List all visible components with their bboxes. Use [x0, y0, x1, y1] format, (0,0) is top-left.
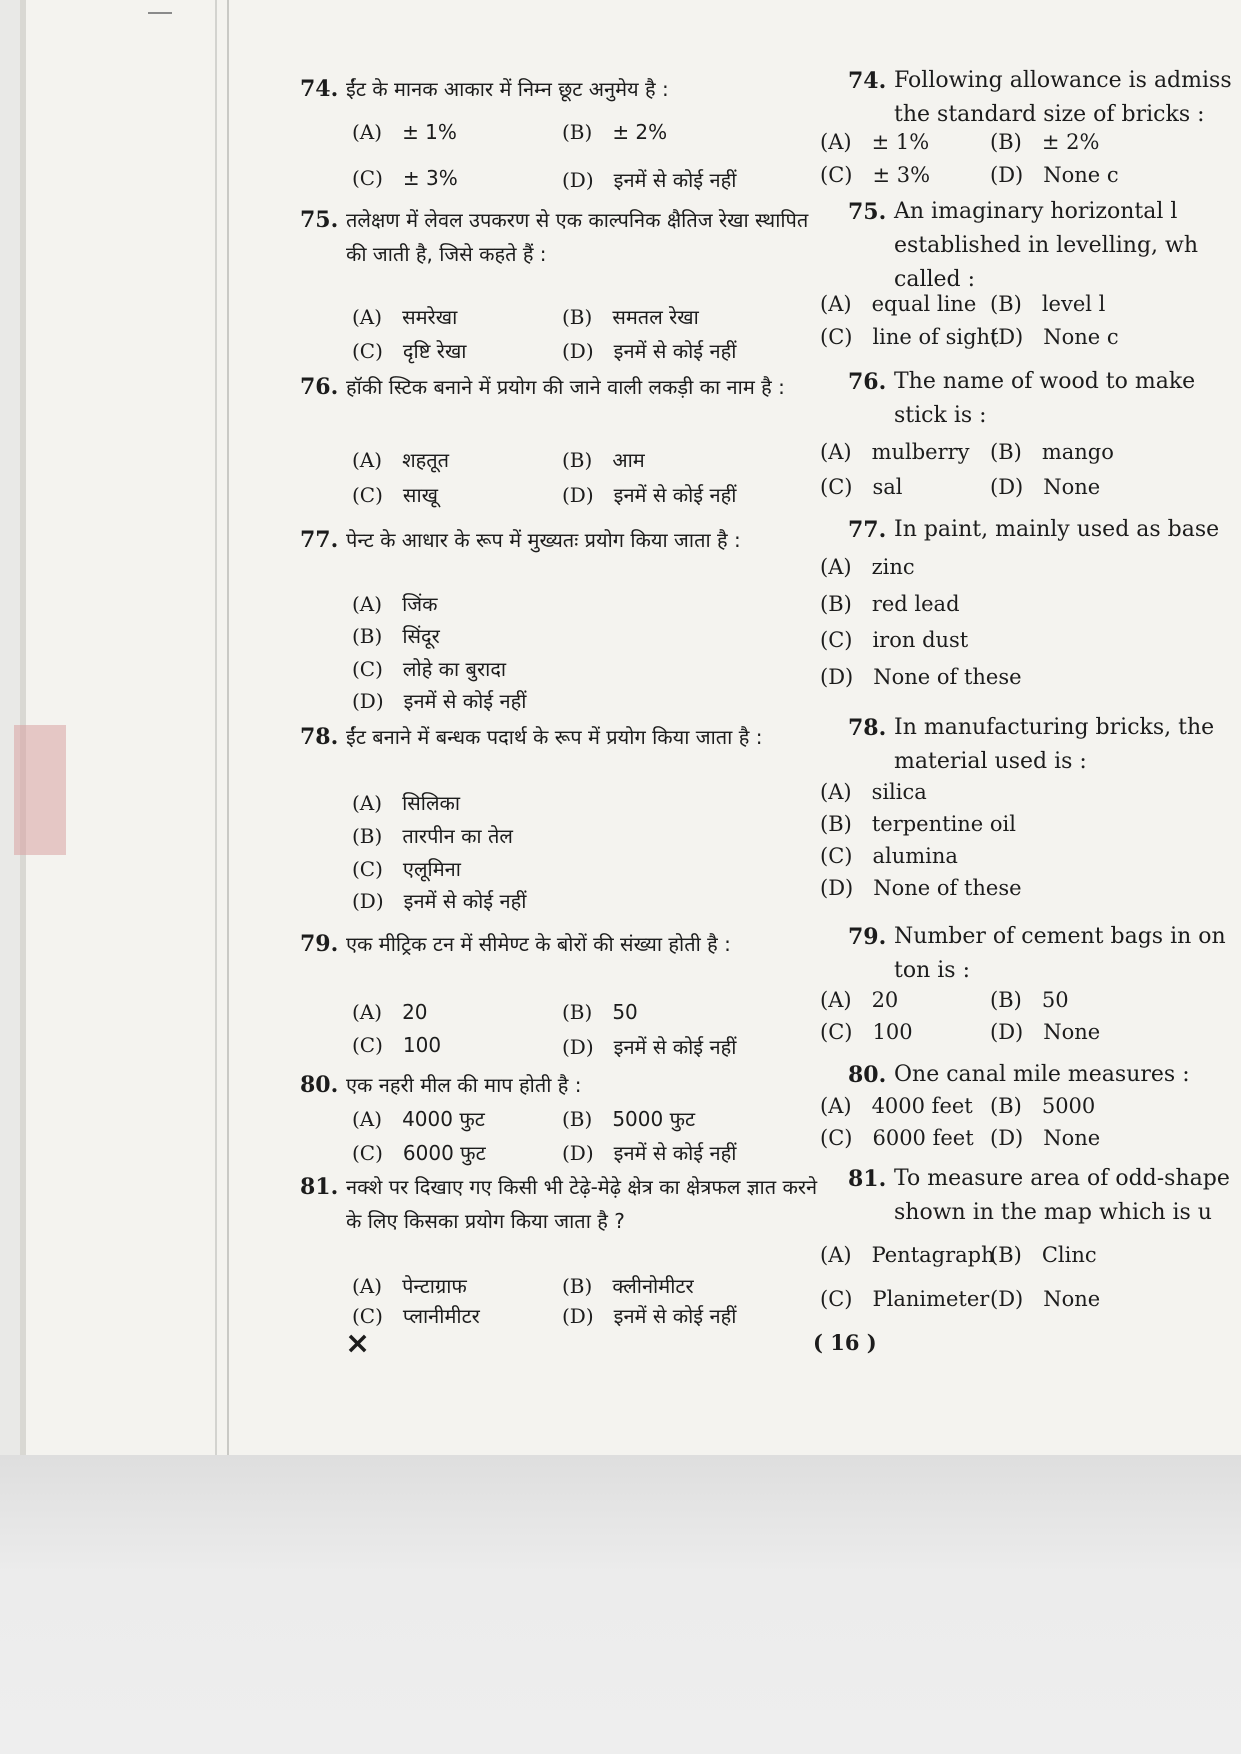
hindi-option-text: जिंक: [402, 592, 438, 616]
hindi-option-label: (C): [352, 657, 383, 681]
hindi-option-text: शहतूत: [402, 448, 450, 472]
hindi-option-label: (C): [352, 1033, 383, 1057]
english-option-text: red lead: [871, 592, 960, 616]
hindi-option: [352, 337, 466, 364]
english-option-text: 20: [871, 988, 899, 1012]
red-tab-mark: [14, 725, 66, 855]
english-option-label: (D): [990, 1287, 1024, 1311]
hindi-option: [352, 1272, 467, 1299]
english-option-label: (A): [820, 1094, 852, 1118]
english-option: [990, 1020, 1100, 1044]
hindi-question-number: 75.: [300, 207, 339, 233]
hindi-option-label: (A): [352, 1000, 383, 1024]
hindi-option-label: (D): [562, 483, 594, 507]
english-option: [820, 844, 958, 868]
english-option-label: (A): [820, 555, 852, 579]
hindi-option-label: (A): [352, 1107, 383, 1131]
hindi-option-text: सिंदूर: [402, 624, 440, 648]
english-question-text: Following allowance is admiss the standard size of bricks :: [894, 68, 1232, 127]
english-option-label: (D): [820, 876, 854, 900]
english-option: [990, 325, 1119, 349]
hindi-option-text: क्लीनोमीटर: [612, 1274, 694, 1298]
english-option-text: None: [1043, 1020, 1101, 1044]
english-option-text: Planimeter: [872, 1287, 990, 1311]
english-option-label: (A): [820, 780, 852, 804]
hindi-option: [352, 822, 513, 849]
english-question-number: 80.: [848, 1062, 887, 1088]
english-option: [820, 876, 1022, 900]
english-option: [820, 665, 1022, 689]
hindi-option-label: (C): [352, 857, 383, 881]
english-question-text: Number of cement bags in on ton is :: [894, 924, 1226, 983]
hindi-question-number: 79.: [300, 931, 339, 957]
english-option-text: zinc: [871, 555, 915, 579]
english-option: [820, 988, 898, 1012]
hindi-option-label: (D): [562, 339, 594, 363]
english-option-label: (A): [820, 440, 852, 464]
hindi-option-label: (A): [352, 791, 383, 815]
hindi-option-label: (D): [352, 889, 384, 913]
english-option-label: (C): [820, 1126, 853, 1150]
english-option: [820, 1243, 995, 1267]
hindi-option-label: (B): [562, 1274, 593, 1298]
hindi-option: [562, 337, 736, 364]
english-option-label: (C): [820, 628, 853, 652]
hindi-option-label: (B): [562, 1107, 593, 1131]
english-option-text: iron dust: [872, 628, 969, 652]
english-option-text: None c: [1043, 163, 1119, 187]
english-option-text: line of sight: [872, 325, 999, 349]
english-option: [990, 1287, 1100, 1311]
english-option: [820, 1094, 973, 1118]
english-option-label: (C): [820, 1020, 853, 1044]
hindi-option-label: (A): [352, 120, 383, 144]
hindi-option-label: (B): [352, 624, 383, 648]
hindi-option-text: एलूमिना: [402, 857, 461, 881]
cross-mark: ×: [345, 1326, 371, 1361]
english-question-number: 74.: [848, 68, 887, 94]
english-option: [820, 440, 970, 464]
english-option-text: ± 1%: [871, 130, 930, 154]
english-option-label: (D): [820, 665, 854, 689]
english-option-label: (A): [820, 130, 852, 154]
hindi-option: [352, 1033, 441, 1057]
hindi-option: [352, 1302, 480, 1329]
english-option: [820, 628, 968, 652]
english-option: [820, 780, 927, 804]
hindi-option: [352, 1000, 428, 1024]
english-option-text: Pentagraph: [871, 1243, 995, 1267]
hindi-question-text: ईंट के मानक आकार में निम्न छूट अनुमेय है :: [346, 77, 669, 101]
hindi-option: [562, 446, 645, 473]
english-option-text: Clinc: [1041, 1243, 1097, 1267]
hindi-option: [352, 622, 440, 649]
english-option-text: None: [1043, 475, 1101, 499]
hindi-option-text: सिलिका: [402, 791, 461, 815]
hindi-option-text: साखू: [402, 483, 438, 507]
hindi-option-text: 5000 फुट: [612, 1107, 696, 1131]
english-option-label: (B): [990, 1094, 1022, 1118]
hindi-option: [352, 789, 460, 816]
hindi-option-label: (B): [562, 448, 593, 472]
binding-fold-line: [227, 0, 229, 1580]
english-option-text: None c: [1043, 325, 1119, 349]
hindi-question-number: 77.: [300, 527, 339, 553]
hindi-option-text: इनमें से कोई नहीं: [613, 339, 737, 363]
english-option: [820, 592, 960, 616]
hindi-question-number: 80.: [300, 1072, 339, 1098]
hindi-question-number: 78.: [300, 724, 339, 750]
english-option-text: 6000 feet: [872, 1126, 974, 1150]
hindi-option: [352, 120, 457, 144]
hindi-question-text: नक्शे पर दिखाए गए किसी भी टेढ़े-मेढ़े क्षेत्र का क्षेत्रफल ज्ञात करने के लिए किसका प्रयोग किया जाता है ?: [346, 1175, 818, 1233]
english-option-text: 5000: [1041, 1094, 1096, 1118]
hindi-option: [352, 446, 449, 473]
english-option-text: None of these: [873, 665, 1022, 689]
hindi-option: [562, 166, 736, 193]
english-option: [820, 130, 929, 154]
english-option-label: (A): [820, 1243, 852, 1267]
hindi-option-text: इनमें से कोई नहीं: [613, 1035, 737, 1059]
hindi-option-text: इनमें से कोई नहीं: [613, 483, 737, 507]
english-option-label: (B): [990, 292, 1022, 316]
english-option-label: (D): [990, 475, 1024, 499]
english-option-text: mango: [1041, 440, 1114, 464]
hindi-question-number: 81.: [300, 1174, 339, 1200]
english-option: [990, 440, 1114, 464]
english-option: [820, 325, 999, 349]
hindi-option-label: (D): [562, 168, 594, 192]
english-option-label: (C): [820, 475, 853, 499]
english-option-text: None: [1043, 1126, 1101, 1150]
hindi-option-label: (D): [562, 1035, 594, 1059]
hindi-option-label: (B): [562, 120, 593, 144]
english-option-text: alumina: [872, 844, 958, 868]
english-question-text: To measure area of odd-shape shown in the map which is u: [894, 1166, 1230, 1225]
hindi-option-text: लोहे का बुरादा: [402, 657, 507, 681]
hindi-option-text: ± 2%: [612, 120, 668, 144]
hindi-option: [562, 1272, 694, 1299]
english-option-label: (D): [990, 1020, 1024, 1044]
hindi-option-label: (B): [562, 1000, 593, 1024]
english-option-text: level l: [1041, 292, 1106, 316]
hindi-option-label: (C): [352, 166, 383, 190]
english-option: [990, 163, 1119, 187]
english-option: [820, 555, 915, 579]
english-question-text: An imaginary horizontal l established in levelling, wh called :: [894, 199, 1199, 292]
hindi-question-text: तलेक्षण में लेवल उपकरण से एक काल्पनिक क्षैतिज रेखा स्थापित की जाती है, जिसे कहते हैं :: [346, 208, 809, 266]
english-option-label: (B): [820, 592, 852, 616]
english-option-label: (C): [820, 1287, 853, 1311]
hindi-option-text: 4000 फुट: [402, 1107, 485, 1131]
hindi-option-text: 20: [402, 1000, 428, 1024]
english-option-label: (A): [820, 292, 852, 316]
hindi-option-label: (B): [352, 824, 383, 848]
english-question-number: 78.: [848, 715, 887, 741]
english-question-text: The name of wood to make stick is :: [894, 369, 1196, 428]
hindi-option-text: ± 3%: [402, 166, 458, 190]
hindi-question-text: पेन्ट के आधार के रूप में मुख्यतः प्रयोग किया जाता है :: [346, 528, 741, 552]
hindi-option: [352, 590, 437, 617]
hindi-option-text: इनमें से कोई नहीं: [613, 1304, 737, 1328]
hindi-option-text: तारपीन का तेल: [402, 824, 513, 848]
hindi-option-label: (C): [352, 339, 383, 363]
english-option-label: (B): [990, 988, 1022, 1012]
hindi-option: [562, 1302, 736, 1329]
hindi-option-label: (C): [352, 1141, 383, 1165]
english-option-text: equal line: [871, 292, 977, 316]
english-option-label: (B): [990, 440, 1022, 464]
hindi-question-text: ईंट बनाने में बन्धक पदार्थ के रूप में प्रयोग किया जाता है :: [346, 725, 763, 749]
english-option: [820, 1126, 974, 1150]
hindi-option-label: (A): [352, 1274, 383, 1298]
english-option: [820, 292, 976, 316]
scan-bottom-margin: [0, 1455, 1241, 1754]
english-option: [990, 292, 1105, 316]
english-option-label: (C): [820, 325, 853, 349]
english-option-label: (A): [820, 988, 852, 1012]
english-option-label: (B): [990, 130, 1022, 154]
english-option-label: (D): [990, 1126, 1024, 1150]
hindi-option-label: (A): [352, 592, 383, 616]
english-option-label: (B): [820, 812, 852, 836]
english-option: [820, 475, 902, 499]
hindi-option-text: इनमें से कोई नहीं: [403, 689, 527, 713]
english-option-label: (D): [990, 163, 1024, 187]
hindi-option-label: (B): [562, 305, 593, 329]
page-number: ( 16 ): [813, 1330, 877, 1355]
hindi-option-text: दृष्टि रेखा: [402, 339, 467, 363]
hindi-option: [352, 1105, 485, 1132]
hindi-option-text: समरेखा: [402, 305, 458, 329]
hindi-question-number: 74.: [300, 76, 339, 102]
hindi-option: [352, 655, 506, 682]
english-option: [990, 1094, 1095, 1118]
english-option-label: (B): [990, 1243, 1022, 1267]
english-option: [990, 1126, 1100, 1150]
hindi-option-text: पेन्टाग्राफ: [402, 1274, 467, 1298]
hindi-option-label: (D): [562, 1304, 594, 1328]
hindi-option: [352, 1139, 486, 1166]
hindi-option-label: (C): [352, 1304, 383, 1328]
english-option: [820, 1020, 913, 1044]
english-option-text: terpentine oil: [871, 812, 1016, 836]
hindi-option: [562, 120, 667, 144]
english-option-text: None: [1043, 1287, 1101, 1311]
hindi-option-label: (A): [352, 305, 383, 329]
hindi-option-text: 6000 फुट: [402, 1141, 486, 1165]
english-option-text: ± 3%: [872, 163, 931, 187]
hindi-option-text: समतल रेखा: [612, 305, 699, 329]
english-option-label: (D): [990, 325, 1024, 349]
hindi-option-label: (D): [352, 689, 384, 713]
hindi-option: [562, 1033, 736, 1060]
hindi-option-label: (D): [562, 1141, 594, 1165]
hindi-option-text: इनमें से कोई नहीं: [613, 1141, 737, 1165]
english-question-number: 75.: [848, 199, 887, 225]
hindi-option-text: इनमें से कोई नहीं: [613, 168, 737, 192]
english-option-label: (C): [820, 163, 853, 187]
english-question-number: 79.: [848, 924, 887, 950]
english-option: [990, 130, 1099, 154]
english-question-number: 81.: [848, 1166, 887, 1192]
hindi-option: [562, 1139, 736, 1166]
hindi-option-text: इनमें से कोई नहीं: [403, 889, 527, 913]
hindi-option: [352, 303, 457, 330]
hindi-question-text: हॉकी स्टिक बनाने में प्रयोग की जाने वाली लकड़ी का नाम है :: [346, 375, 785, 399]
hindi-option: [352, 481, 438, 508]
english-option: [990, 1243, 1097, 1267]
hindi-option-text: 100: [402, 1033, 442, 1057]
english-option-text: 50: [1041, 988, 1069, 1012]
english-option-text: sal: [872, 475, 903, 499]
hindi-option-text: 50: [612, 1000, 638, 1024]
english-option-text: 100: [872, 1020, 913, 1044]
hindi-option: [352, 687, 526, 714]
english-option: [990, 475, 1100, 499]
hindi-question-number: 76.: [300, 374, 339, 400]
hindi-option: [562, 303, 699, 330]
hindi-option-label: (A): [352, 448, 383, 472]
hindi-option: [352, 887, 526, 914]
english-option-text: ± 2%: [1041, 130, 1100, 154]
english-question-number: 77.: [848, 517, 887, 543]
top-scratch-mark: [148, 12, 172, 14]
english-question-text: One canal mile measures :: [894, 1062, 1190, 1087]
english-question-text: In paint, mainly used as base: [894, 517, 1220, 542]
english-option: [990, 988, 1069, 1012]
hindi-option: [562, 481, 736, 508]
english-option: [820, 812, 1016, 836]
hindi-option-text: आम: [612, 448, 645, 472]
hindi-option-text: प्लानीमीटर: [402, 1304, 480, 1328]
english-option-text: 4000 feet: [871, 1094, 973, 1118]
hindi-option: [352, 166, 458, 190]
hindi-option: [562, 1105, 695, 1132]
english-option-text: None of these: [873, 876, 1022, 900]
english-question-number: 76.: [848, 369, 887, 395]
hindi-option: [562, 1000, 638, 1024]
hindi-option-text: ± 1%: [402, 120, 457, 144]
hindi-question-text: एक नहरी मील की माप होती है :: [346, 1073, 582, 1097]
english-option: [820, 163, 930, 187]
english-question-text: In manufacturing bricks, the material used is :: [894, 715, 1215, 774]
english-option-text: mulberry: [871, 440, 970, 464]
hindi-question-text: एक मीट्रिक टन में सीमेण्ट के बोरों की संख्या होती है :: [346, 932, 731, 956]
english-option-text: silica: [871, 780, 927, 804]
hindi-option-label: (C): [352, 483, 383, 507]
hindi-option: [352, 855, 461, 882]
english-option-label: (C): [820, 844, 853, 868]
binding-fold-line-2: [215, 0, 217, 1580]
english-option: [820, 1287, 989, 1311]
